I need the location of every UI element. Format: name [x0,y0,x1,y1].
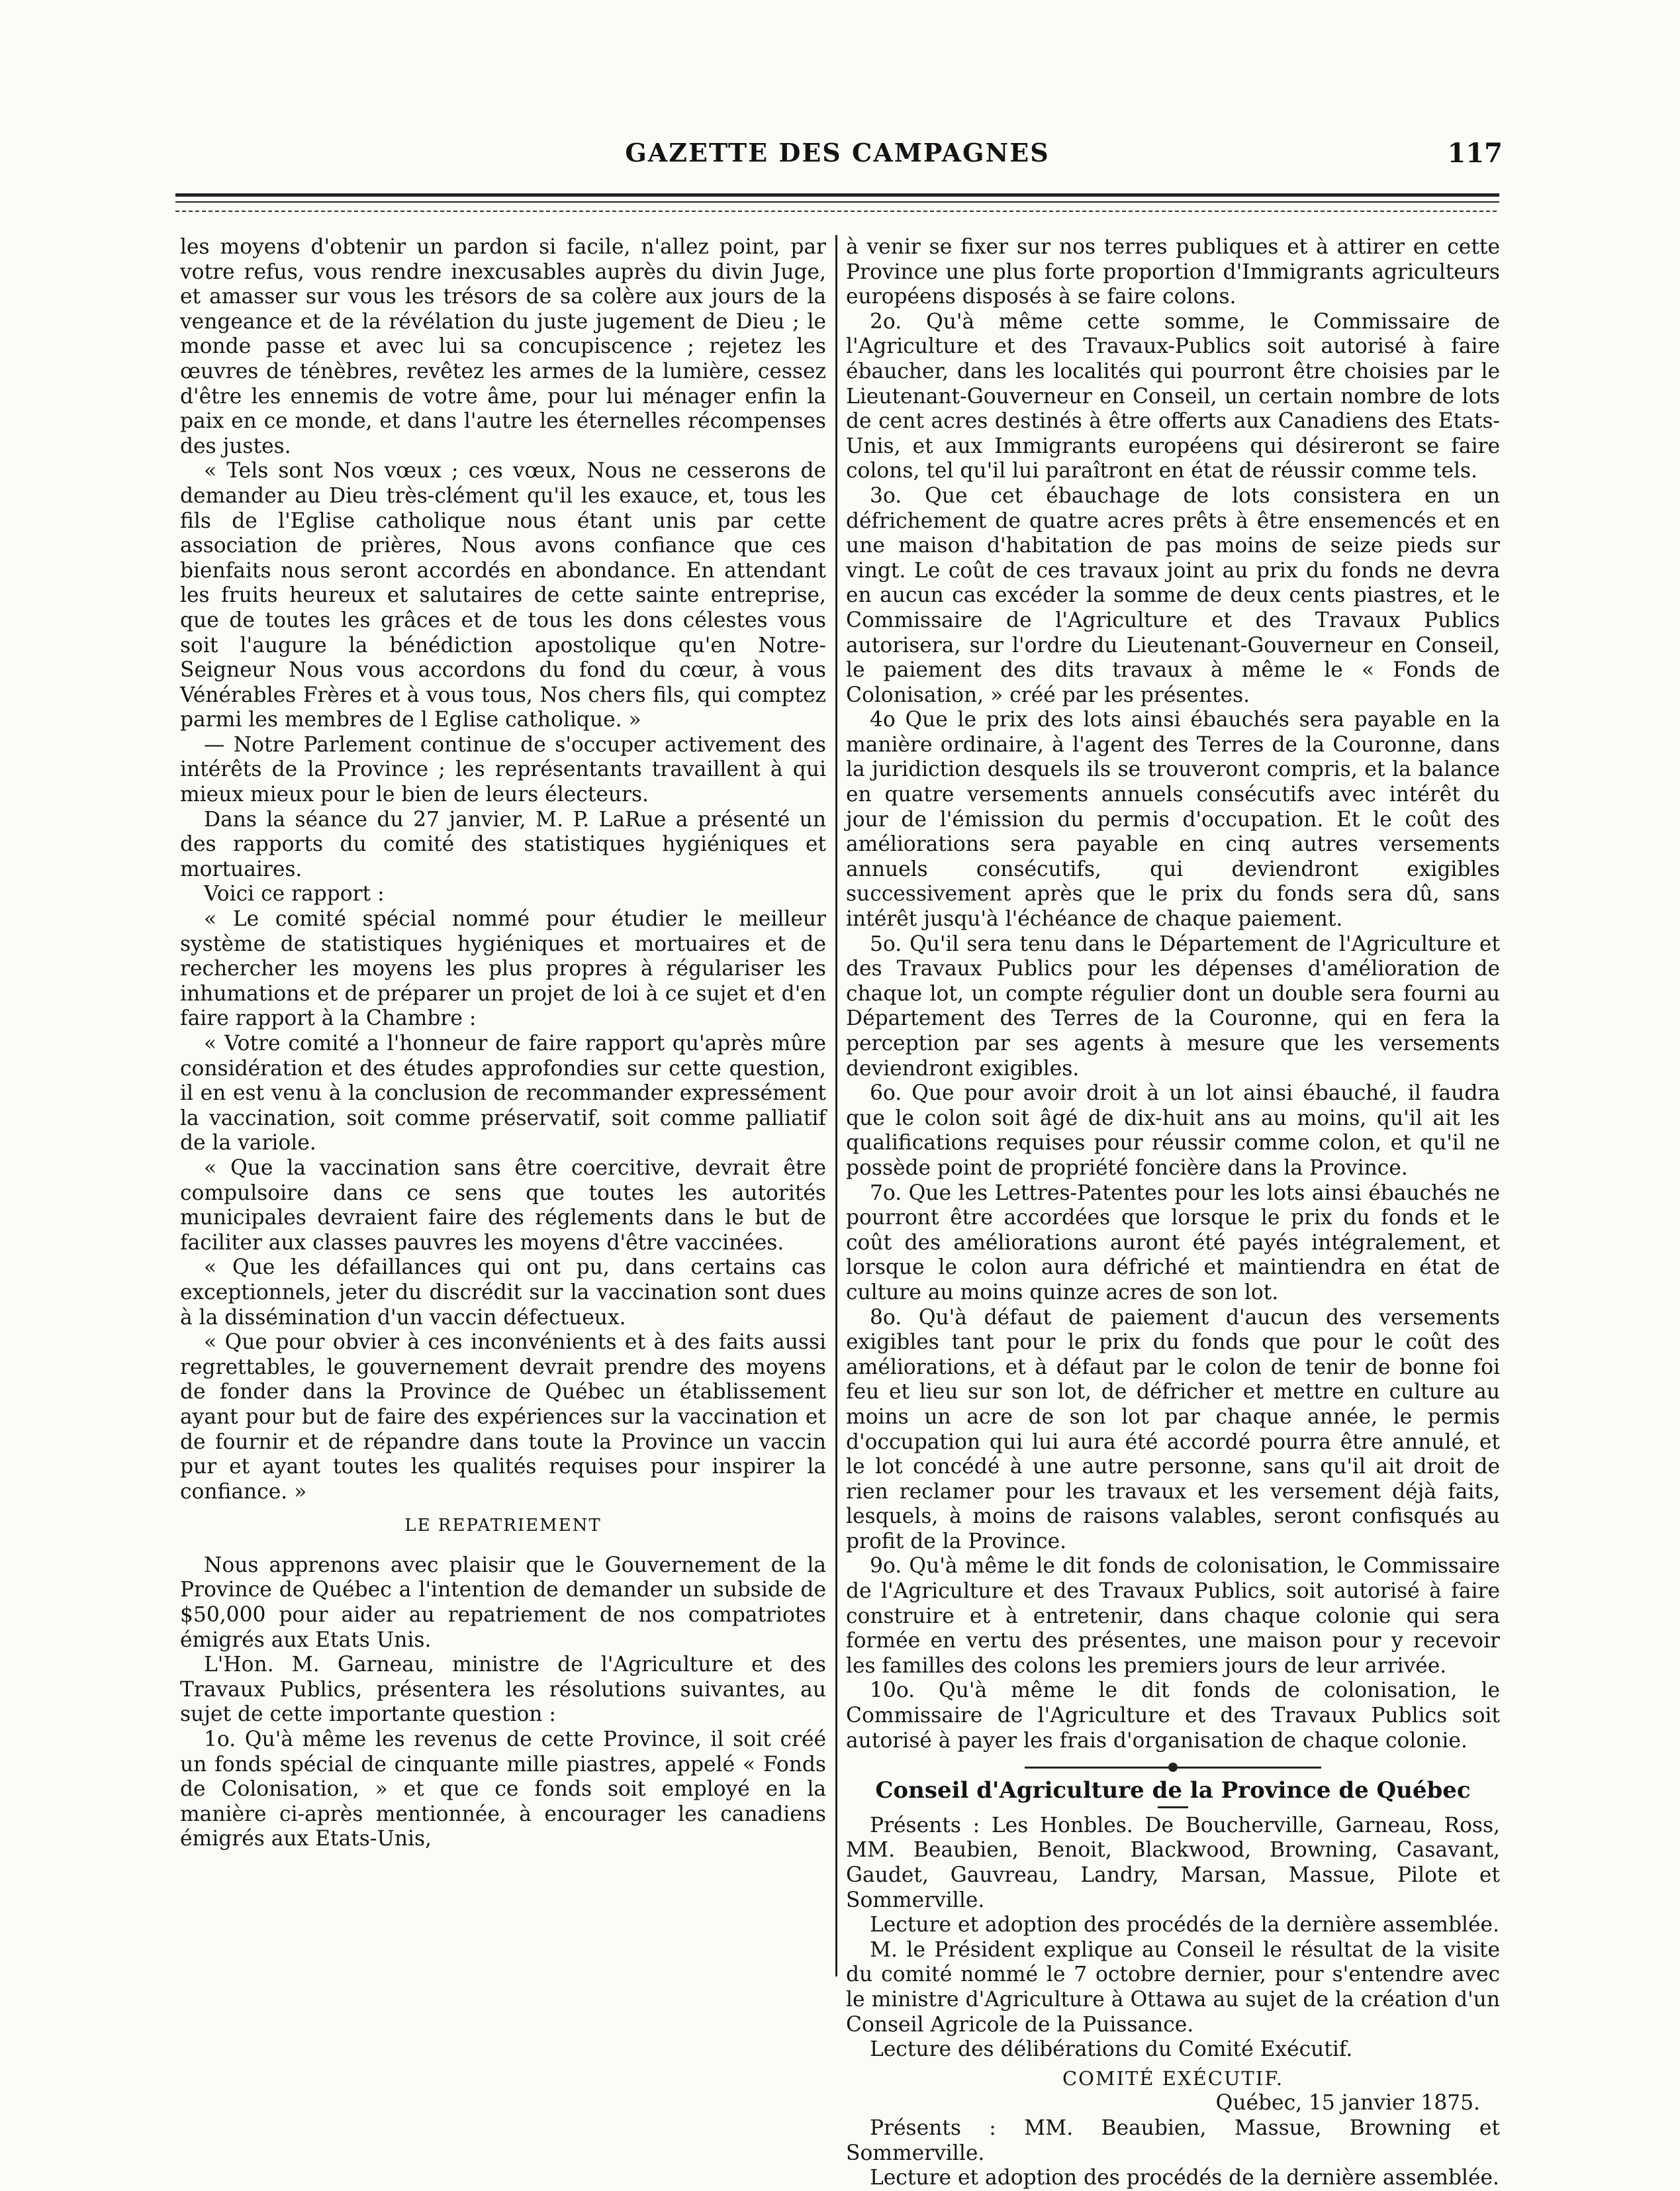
right-column [846,235,1500,2191]
paragraph: — Notre Parlement continue de s'occuper activement des intérêts de la Province ; les représentants travaillent à qui mieux mieux pour le bien de leurs électeurs. [180,732,826,807]
paragraph: 3o. Que cet ébauchage de lots consistera en un défrichement de quatre acres prêts à être ensemencés et en une maison d'habitation de pas moins de seize pieds sur vingt. Le coût de ces travaux joint au prix du fonds ne devra en aucun cas excéder la somme de deux cents piastres, et le Commissaire de l'Agriculture et des Travaux Publics autorisera, sur l'ordre du Lieutenant-Gouverneur en Conseil, le paiement des dits travaux à même le « Fonds de Colonisation, » créé par les présentes. [846,483,1500,707]
column-divider [835,235,837,1976]
paragraph: les moyens d'obtenir un pardon si facile, n'allez point, par votre refus, vous rendre inexcusables auprès du divin Juge, et amasser sur vous les trésors de sa colère aux jours de la vengeance et de la révélation du juste jugement de Dieu ; le monde passe et avec lui sa concupiscence ; rejetez les œuvres de ténèbres, revêtez les armes de la lumière, cessez d'être les ennemis de votre âme, pour lui ménager enfin la paix en ce monde, et dans l'autre les éternelles récompenses des justes. [180,235,826,458]
paragraph: Présents : MM. Beaubien, Massue, Browning et Sommerville. [846,2116,1500,2165]
section-heading: LE REPATRIEMENT [404,1516,602,1536]
paragraph: à venir se fixer sur nos terres publiques et à attirer en cette Province une plus forte proportion d'Immigrants agriculteurs européens disposés à se faire colons. [846,235,1500,309]
paragraph: 6o. Que pour avoir droit à un lot ainsi ébauché, il faudra que le colon soit âgé de dix-huit ans au moins, qu'il ait les qualifications requises pour réussir comme colon, et qu'il ne possède point de propriété foncière dans la Province. [846,1081,1500,1180]
section-ornament [846,1760,1500,1775]
ornament-dot [1168,1763,1178,1772]
paragraph: Présents : Les Honbles. De Boucherville, Garneau, Ross, MM. Beaubien, Benoit, Blackwood, Browning, Casavant, Gaudet, Gauvreau, Landry, Marsan, Massue, Pilote et Sommerville. [846,1813,1500,1912]
section-heading: Conseil d'Agriculture de la Province de Québec [875,1777,1471,1804]
paragraph: 4o Que le prix des lots ainsi ébauchés sera payable en la manière ordinaire, à l'agent des Terres de la Couronne, dans la juridiction desquels ils se trouveront compris, et la balance en quatre versements annuels consécutifs avec intérêt du jour de l'émission du permis d'occupation. Et le coût des améliorations sera payable en cinq autres versements annuels consécutifs, qui deviendront exigibles successivement après que le prix du fonds sera dû, sans intérêt jusqu'à l'échéance de chaque paiement. [846,708,1500,932]
paragraph: M. le Président explique au Conseil le résultat de la visite du comité nommé le 7 octobre dernier, pour s'entendre avec le ministre d'Agriculture à Ottawa au sujet de la création d'un Conseil Agricole de la Puissance. [846,1937,1500,2037]
publication-title: GAZETTE DES CAMPAGNES [625,138,1050,168]
paragraph: « Votre comité a l'honneur de faire rapport qu'après mûre considération et des études approfondies sur cette question, il en est venu à la conclusion de recommander expressément la vaccination, soit comme préservatif, soit comme palliatif de la variole. [180,1032,826,1155]
header-rule-dotted [175,211,1499,212]
left-column [180,235,826,1852]
paragraph: « Que la vaccination sans être coercitive, devrait être compulsoire dans ce sens que toutes les autorités municipales devraient faire des réglements dans le but de faciliter aux classes pauvres les moyens d'être vaccinées. [180,1155,826,1255]
paragraph: 10o. Qu'à même le dit fonds de colonisation, le Commissaire de l'Agriculture et des Travaux Publics soit autorisé à payer les frais d'organisation de chaque colonie. [846,1679,1500,1753]
paragraph: « Le comité spécial nommé pour étudier le meilleur système de statistiques hygiéniques et mortuaires et de rechercher les moyens les plus propres à régulariser les inhumations et de préparer un projet de loi à ce sujet et d'en faire rapport à la Chambre : [180,907,826,1031]
paragraph: Lecture et adoption des procédés de la dernière assemblée. [870,1913,1499,1937]
paragraph: « Que les défaillances qui ont pu, dans certains cas exceptionnels, jeter du discrédit sur la vaccination sont dues à la dissémination d'un vaccin défectueux. [180,1255,826,1330]
page-number: 117 [1447,138,1503,169]
header-rule-top [175,193,1499,197]
paragraph: Voici ce rapport : [204,882,385,906]
dateline: Québec, 15 janvier 1875. [1215,2091,1480,2116]
heading-dash [1158,1806,1188,1808]
paragraph: 2o. Qu'à même cette somme, le Commissaire de l'Agriculture et des Travaux-Publics soit autorisé à faire ébaucher, dans les localités qui pourront être choisies par le Lieutenant-Gouverneur en Conseil, un certain nombre de lots de cent acres destinés à être offerts aux Canadiens des Etats-Unis, et aux Immigrants européens qui désireront se faire colons, tel qu'il lui paraîtront en état de réussir comme tels. [846,309,1500,483]
running-header [172,138,1503,177]
paragraph: Dans la séance du 27 janvier, M. P. LaRue a présenté un des rapports du comité des statistiques hygiéniques et mortuaires. [180,807,826,881]
paragraph: Lecture des délibérations du Comité Exécutif. [870,2037,1353,2062]
paragraph: 1o. Qu'à même les revenus de cette Province, il soit créé un fonds spécial de cinquante mille piastres, appelé « Fonds de Colonisation, » et que ce fonds soit employé en la manière ci-après mentionnée, à encourager les canadiens émigrés aux Etats-Unis, [180,1728,826,1851]
paragraph: 8o. Qu'à défaut de paiement d'aucun des versements exigibles tant pour le prix du fonds que pour le coût des améliorations, et à défaut par le colon de tenir de bonne foi feu et lieu sur son lot, de défricher et mettre en culture au moins un acre de son lot par chaque année, le permis d'occupation qui lui aura été accordé pourra être annulé, et le lot concédé à une autre personne, sans qu'il ait droit de rien reclamer pour les travaux et les versement déjà faits, lesquels, à moins de raisons valables, seront confisqués au profit de la Province. [846,1305,1500,1553]
header-rule-bottom [175,201,1499,203]
paragraph: 7o. Que les Lettres-Patentes pour les lots ainsi ébauchés ne pourront être accordées que lorsque le prix du fonds et le coût des améliorations auront été payés intégralement, et lorsque le colon aura défriché et maintiendra en état de culture au moins quinze acres de son lot. [846,1181,1500,1304]
paragraph: Lecture et adoption des procédés de la dernière assemblée. [870,2166,1499,2190]
paragraph: 9o. Qu'à même le dit fonds de colonisation, le Commissaire de l'Agriculture et des Travaux Publics, soit autorisé à faire construire et à entretenir, dans chaque colonie qui sera formée en vertu des présentes, une maison pour y recevoir les familles des colons les premiers jours de leur arrivée. [846,1554,1500,1678]
paragraph: L'Hon. M. Garneau, ministre de l'Agriculture et des Travaux Publics, présentera les résolutions suivantes, au sujet de cette importante question : [180,1653,826,1727]
paragraph: 5o. Qu'il sera tenu dans le Département de l'Agriculture et des Travaux Publics pour les dépenses d'amélioration de chaque lot, un compte régulier dont un double sera fourni au Département des Terres de la Couronne, qui en fera la perception par ses agents à mesure que les versements deviendront exigibles. [846,932,1500,1081]
sub-heading: COMITÉ EXÉCUTIF. [1062,2067,1284,2090]
paragraph: « Que pour obvier à ces inconvénients et à des faits aussi regrettables, le gouvernement devrait prendre des moyens de fonder dans la Province de Québec un établissement ayant pour but de faire des expériences sur la vaccination et de fournir et de répandre dans toute la Province un vaccin pur et ayant toutes les qualités requises pour inspirer la confiance. » [180,1330,826,1504]
paragraph: Nous apprenons avec plaisir que le Gouvernement de la Province de Québec a l'intention de demander un subside de $50,000 pour aider au repatriement de nos compatriotes émigrés aux Etats Unis. [180,1553,826,1652]
paragraph: « Tels sont Nos vœux ; ces vœux, Nous ne cesserons de demander au Dieu très-clément qu'il les exauce, et, tous les fils de l'Eglise catholique nous étant unis par cette association de prières, Nous avons confiance que ces bienfaits nous seront accordés en abondance. En attendant les fruits heureux et salutaires de cette sainte entreprise, que de toutes les grâces et de tous les dons célestes vous soit l'augure la bénédiction apostolique qu'en Notre-Seigneur Nous vous accordons du fond du cœur, à vous Vénérables Frères et à vous tous, Nos chers fils, qui comptez parmi les membres de l Eglise catholique. » [180,459,826,732]
